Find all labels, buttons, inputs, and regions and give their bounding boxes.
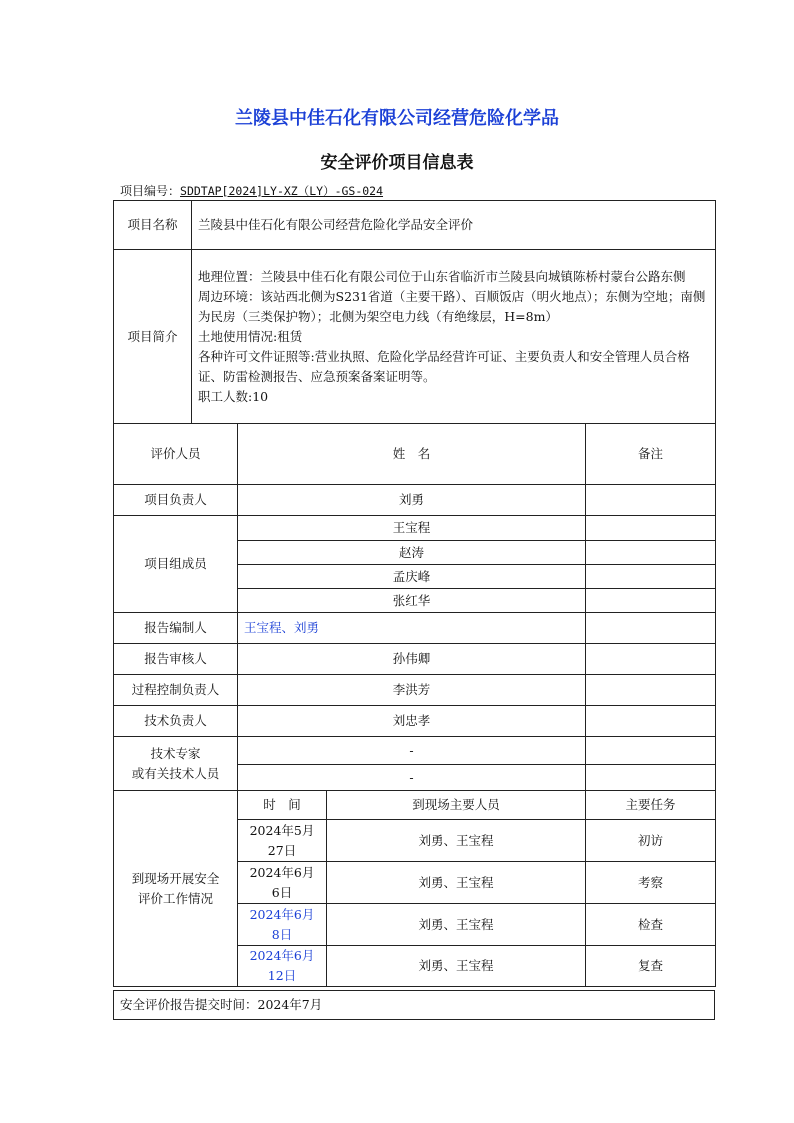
submit-time: 安全评价报告提交时间：2024年7月 — [114, 991, 715, 1020]
project-number-value: SDDTAP[2024]LY-XZ（LY）-GS-024 — [180, 184, 384, 198]
process-control-label: 过程控制负责人 — [114, 675, 238, 706]
expert-name: - — [238, 737, 586, 765]
member-note — [586, 589, 716, 613]
writer-note — [586, 613, 716, 644]
visit-date-line1: 2024年6月 — [249, 948, 315, 963]
visit-date-line2: 6日 — [271, 884, 293, 900]
experts-label-line1: 技术专家 — [150, 745, 201, 761]
writer-label: 报告编制人 — [114, 613, 238, 644]
intro-staff-count: 职工人数:10 — [198, 388, 269, 404]
intro-land-use: 土地使用情况:租赁 — [198, 328, 303, 344]
reviewer-label: 报告审核人 — [114, 644, 238, 675]
visit-date — [238, 820, 327, 862]
intro-surroundings: 周边环境：该站西北侧为S231省道（主要干路）、百顺饭店（明火地点）；东侧为空地；南侧为民房（三类保护物）；北侧为架空电力线（有绝缘层，H=8m） — [198, 288, 706, 324]
member-note — [586, 565, 716, 589]
header-role: 评价人员 — [114, 424, 238, 485]
leader-label: 项目负责人 — [114, 485, 238, 516]
visit-date — [238, 904, 327, 946]
project-name-label: 项目名称 — [114, 201, 192, 250]
leader-note — [586, 485, 716, 516]
visit-header-time: 时 间 — [238, 791, 327, 820]
process-control-name: 李洪芳 — [238, 675, 586, 706]
visit-date-line2: 12日 — [267, 968, 297, 983]
tech-leader-label: 技术负责人 — [114, 706, 238, 737]
visit-header-people: 到现场主要人员 — [327, 791, 586, 820]
tech-leader-note — [586, 706, 716, 737]
visits-label — [114, 791, 238, 987]
writer-name: 王宝程、刘勇 — [238, 613, 586, 644]
project-intro-label: 项目简介 — [114, 250, 192, 424]
visit-date — [238, 946, 327, 987]
member-name: 孟庆峰 — [238, 565, 586, 589]
visit-date-line2: 8日 — [271, 926, 293, 942]
intro-location: 地理位置：兰陵县中佳石化有限公司位于山东省临沂市兰陵县向城镇陈桥村蒙台公路东侧 — [198, 268, 686, 284]
visit-people: 刘勇、王宝程 — [327, 862, 586, 904]
visit-task: 考察 — [586, 862, 716, 904]
submit-time-table — [113, 990, 715, 1020]
member-name: 王宝程 — [238, 516, 586, 541]
member-name: 赵涛 — [238, 541, 586, 565]
header-name: 姓 名 — [238, 424, 586, 485]
member-note — [586, 541, 716, 565]
visits-label-line1: 到现场开展安全 — [131, 870, 220, 886]
visit-task: 检查 — [586, 904, 716, 946]
members-label: 项目组成员 — [114, 516, 238, 613]
visit-people: 刘勇、王宝程 — [327, 904, 586, 946]
reviewer-note — [586, 644, 716, 675]
reviewer-name: 孙伟卿 — [238, 644, 586, 675]
intro-licenses: 各种许可文件证照等:营业执照、危险化学品经营许可证、主要负责人和安全管理人员合格证、防雷检测报告、应急预案备案证明等。 — [198, 348, 690, 384]
visit-date-line1: 2024年6月 — [249, 864, 315, 880]
header-note: 备注 — [586, 424, 716, 485]
member-name: 张红华 — [238, 589, 586, 613]
leader-name: 刘勇 — [238, 485, 586, 516]
visit-people: 刘勇、王宝程 — [327, 946, 586, 987]
project-name-value: 兰陵县中佳石化有限公司经营危险化学品安全评价 — [192, 201, 716, 250]
process-control-note — [586, 675, 716, 706]
visit-header-task: 主要任务 — [586, 791, 716, 820]
expert-note — [586, 765, 716, 791]
experts-label — [114, 737, 238, 791]
visit-date-line1: 2024年5月 — [249, 822, 315, 838]
visit-date-line2: 27日 — [267, 842, 297, 858]
tech-leader-name: 刘忠孝 — [238, 706, 586, 737]
visit-date-line1: 2024年6月 — [249, 906, 315, 922]
experts-label-line2: 或有关技术人员 — [131, 765, 220, 781]
project-number — [120, 182, 383, 199]
visit-task: 初访 — [586, 820, 716, 862]
document-subtitle: 安全评价项目信息表 — [320, 153, 474, 173]
project-intro-content — [192, 250, 716, 424]
staff-visit-table — [113, 423, 716, 987]
project-number-label: 项目编号： — [120, 184, 181, 198]
project-info-table — [113, 200, 716, 424]
member-note — [586, 516, 716, 541]
expert-name: - — [238, 765, 586, 791]
visit-task: 复查 — [586, 946, 716, 987]
document-title: 兰陵县中佳石化有限公司经营危险化学品 — [235, 108, 559, 129]
expert-note — [586, 737, 716, 765]
visit-people: 刘勇、王宝程 — [327, 820, 586, 862]
visit-date — [238, 862, 327, 904]
visits-label-line2: 评价工作情况 — [137, 890, 213, 906]
